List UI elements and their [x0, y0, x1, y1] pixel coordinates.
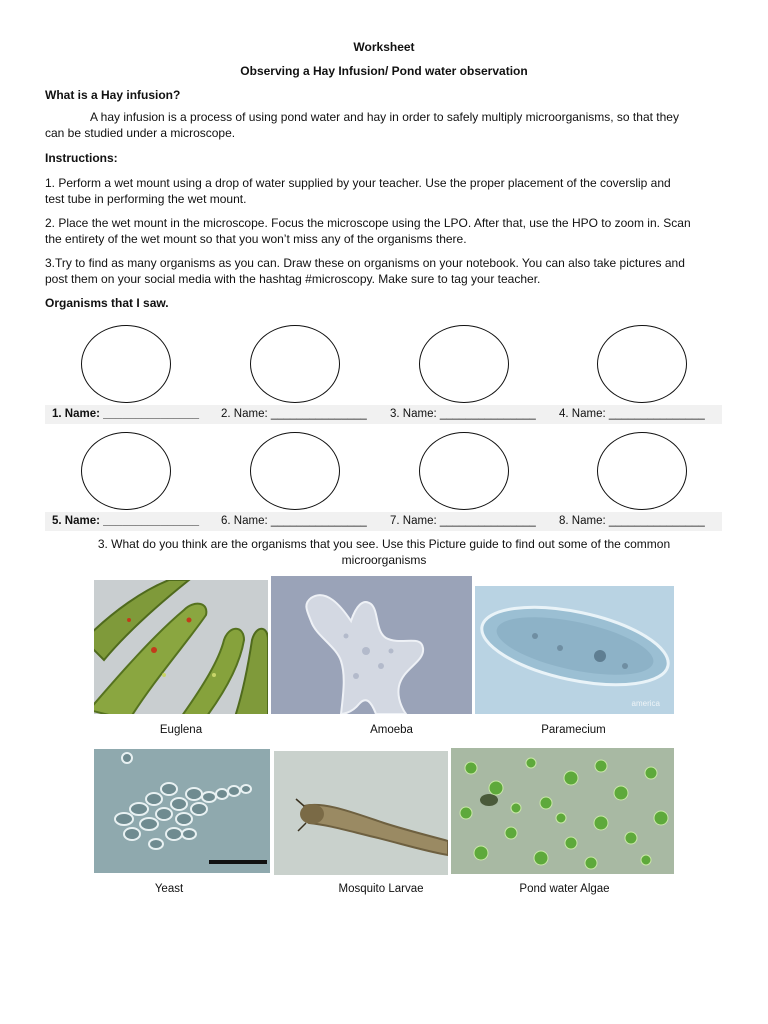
name-slot-8: 8. Name: _______________	[559, 515, 705, 527]
step-line: test tube in performing the wet mount.	[45, 192, 247, 206]
paramecium-photo	[475, 586, 674, 714]
instruction-step-2	[45, 215, 735, 247]
mosquito-larvae-photo	[274, 751, 448, 875]
worksheet-subtitle: Observing a Hay Infusion/ Pond water observation	[240, 64, 528, 78]
instructions-heading: Instructions:	[45, 151, 118, 165]
caption-algae: Pond water Algae	[519, 883, 610, 895]
step-line: 3.Try to find as many organisms as you can. Draw these on organisms on your notebook. You can also take pictures and	[45, 256, 685, 270]
yeast-photo	[94, 749, 270, 873]
organisms-heading: Organisms that I saw.	[45, 296, 169, 310]
intro-question: What is a Hay infusion?	[45, 88, 181, 102]
name-slot-3: 3. Name: _______________	[390, 408, 536, 420]
worksheet-title: Worksheet	[353, 40, 415, 54]
step-line: post them on your social media with the hashtag #microscopy. Make sure to tag your teacher.	[45, 272, 541, 286]
caption-paramecium: Paramecium	[541, 724, 606, 736]
caption-euglena: Euglena	[159, 724, 203, 736]
instruction-step-3	[45, 255, 735, 287]
name-slot-7: 7. Name: _______________	[390, 515, 536, 527]
picture-guide-text	[0, 536, 768, 568]
drawing-circle-5	[81, 432, 171, 510]
drawing-circle-7	[419, 432, 509, 510]
caption-mosquito-larvae: Mosquito Larvae	[338, 883, 424, 895]
euglena-photo	[94, 580, 268, 714]
intro-answer-line: A hay infusion is a process of using pond water and hay in order to safely multiply microorganisms, so that they	[90, 110, 679, 124]
name-slot-6: 6. Name: _______________	[221, 515, 367, 527]
name-slot-1: 1. Name: _______________	[52, 408, 200, 420]
drawing-circle-3	[419, 325, 509, 403]
watermark-text: america	[631, 699, 660, 708]
name-slot-2: 2. Name: _______________	[221, 408, 367, 420]
step-line: 1. Perform a wet mount using a drop of water supplied by your teacher. Use the proper placement of the coverslip and	[45, 176, 671, 190]
amoeba-photo	[271, 576, 472, 714]
drawing-circle-1	[81, 325, 171, 403]
caption-yeast: Yeast	[154, 883, 184, 895]
step-line: the entirety of the wet mount so that you won’t miss any of the organisms there.	[45, 232, 467, 246]
name-row-1	[45, 405, 722, 424]
guide-line: 3. What do you think are the organisms that you see. Use this Picture guide to find out some of the common	[97, 537, 671, 551]
instruction-step-1	[45, 175, 735, 207]
drawing-circle-4	[597, 325, 687, 403]
caption-amoeba: Amoeba	[370, 724, 413, 736]
drawing-circle-8	[597, 432, 687, 510]
drawing-circle-2	[250, 325, 340, 403]
intro-answer	[45, 109, 735, 141]
name-slot-4: 4. Name: _______________	[559, 408, 705, 420]
guide-line: microorganisms	[341, 553, 427, 567]
name-slot-5: 5. Name: _______________	[52, 515, 200, 527]
algae-photo	[451, 748, 674, 874]
drawing-circle-6	[250, 432, 340, 510]
intro-answer-line: can be studied under a microscope.	[45, 126, 236, 140]
name-row-2	[45, 512, 722, 531]
step-line: 2. Place the wet mount in the microscope. Focus the microscope using the LPO. After that, use the HPO to zoom in. Scan	[45, 216, 691, 230]
